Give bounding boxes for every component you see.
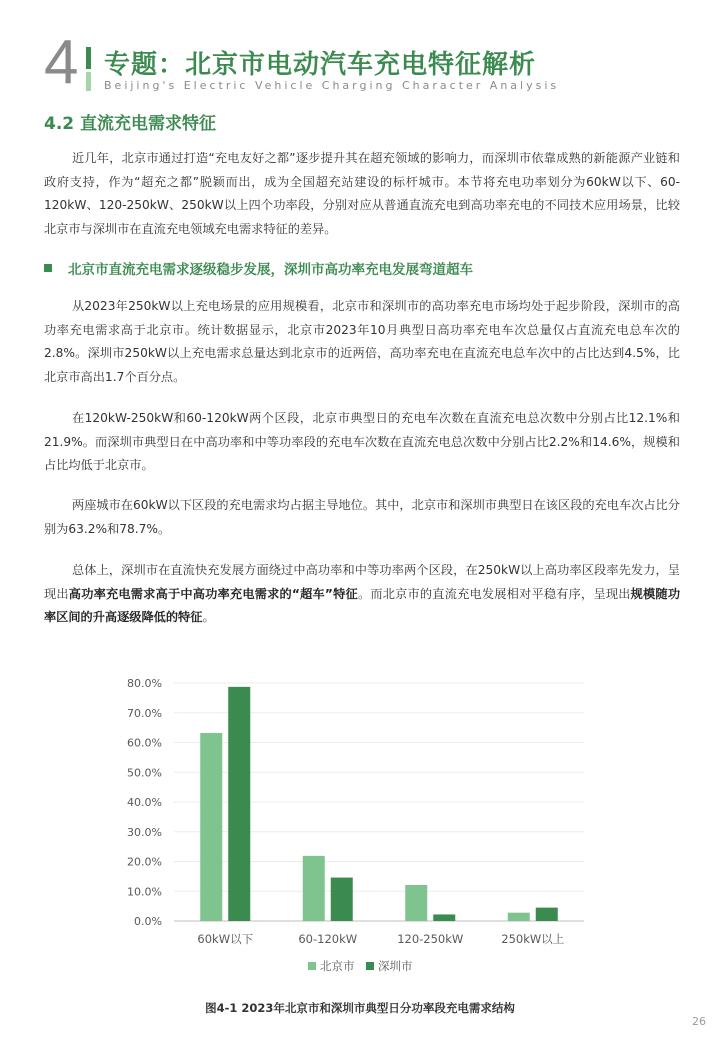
bar-chart [110, 668, 600, 984]
x-tick-label: 120-250kW [397, 932, 464, 946]
y-tick-label: 50.0% [127, 766, 162, 780]
bar-shenzhen [228, 687, 250, 921]
y-tick-label: 40.0% [127, 796, 162, 809]
paragraph-4-bold-2: 规模随功率区间的升高逐级降低的特征 [44, 586, 681, 624]
section-title: 4.2 直流充电需求特征 [44, 114, 217, 134]
page-number: 26 [692, 1015, 706, 1028]
square-bullet-icon [44, 264, 52, 272]
paragraph-4-start: 总体上，深圳市在直流快充发展方面绕过中高功率和中等功率两个区段，在250kW以上高功率区段率先发力，呈现出 [44, 563, 680, 601]
intro-paragraph: 近几年，北京市通过打造“充电友好之都”逐步提升其在超充领域的影响力，而深圳市依靠成熟的新能源产业链和政府支持，作为“超充之都”脱颖而出，成为全国超充站建设的标杆城市。本节将充电功率划分为60kW以下、60-120kW、120-250kW、250kW以上四个功率段，分别对应从普通直流充电到高功率充电的不同技术应用场景，比较北京市与深圳市在直流充电领域充电需求特征的差异。 [44, 151, 680, 236]
bar-beijing [200, 733, 222, 921]
legend-swatch [308, 962, 316, 970]
paragraph-4 [44, 559, 680, 630]
y-tick-label: 80.0% [127, 677, 162, 690]
figure-caption: 图4-1 2023年北京市和深圳市典型日分功率段充电需求结构 [205, 1001, 515, 1015]
sub-heading-text: 北京市直流充电需求逐级稳步发展，深圳市高功率充电发展弯道超车 [68, 262, 473, 278]
legend-swatch [366, 962, 374, 970]
x-tick-label: 60-120kW [298, 932, 358, 946]
y-tick-label: 20.0% [127, 855, 162, 869]
y-tick-label: 30.0% [127, 825, 162, 839]
paragraph-4-end: 。 [202, 610, 215, 624]
y-tick-label: 0.0% [134, 915, 162, 928]
y-tick-label: 60.0% [127, 736, 162, 750]
paragraph-1: 从2023年250kW以上充电场景的应用规模看，北京市和深圳市的高功率充电市场均处于起步阶段，深圳市的高功率充电需求高于北京市。统计数据显示，北京市2023年10月典型日高功率充电车次总量仅占直流充电总车次的2.8%。深圳市250kW以上充电需求总量达到北京市的近两倍，高功率充电在直流充电总车次中的占比达到4.5%，比北京市高出1.7个百分点。 [44, 299, 680, 384]
bar-shenzhen [536, 908, 558, 921]
legend-label: 深圳市 [378, 959, 413, 973]
y-tick-label: 10.0% [127, 885, 162, 899]
chapter-title: 专题：北京市电动汽车充电特征解析 [104, 50, 537, 80]
bar-beijing [508, 913, 530, 921]
y-tick-label: 70.0% [127, 706, 162, 720]
chapter-accent-bar [86, 47, 91, 69]
bar-shenzhen [433, 914, 455, 921]
chapter-subtitle: Beijing's Electric Vehicle Charging Character Analysis [104, 79, 560, 92]
paragraph-4-bold-1: 高功率充电需求高于中高功率充电需求的“超车”特征 [68, 586, 358, 601]
bar-beijing [303, 856, 325, 921]
sub-heading [44, 258, 473, 278]
paragraph-3: 两座城市在60kW以下区段的充电需求均占据主导地位。其中，北京市和深圳市典型日在该区段的充电车次占比分别为63.2%和78.7%。 [44, 498, 680, 536]
bar-shenzhen [331, 878, 353, 921]
x-tick-label: 250kW以上 [501, 932, 565, 946]
x-tick-label: 60kW以下 [197, 932, 254, 946]
chapter-number: 4 [44, 28, 79, 97]
chapter-accent-bar-light [86, 72, 91, 91]
paragraph-2: 在120kW-250kW和60-120kW两个区段，北京市典型日的充电车次数在直流充电总次数中分别占比12.1%和21.9%。而深圳市典型日在中高功率和中等功率段的充电车次数在直流充电总次数中分别占比2.2%和14.6%，规模和占比均低于北京市。 [44, 411, 680, 472]
bar-beijing [405, 885, 427, 921]
legend-label: 北京市 [320, 959, 355, 973]
paragraph-4-middle: 。而北京市的直流充电发展相对平稳有序，呈现出 [357, 586, 631, 601]
